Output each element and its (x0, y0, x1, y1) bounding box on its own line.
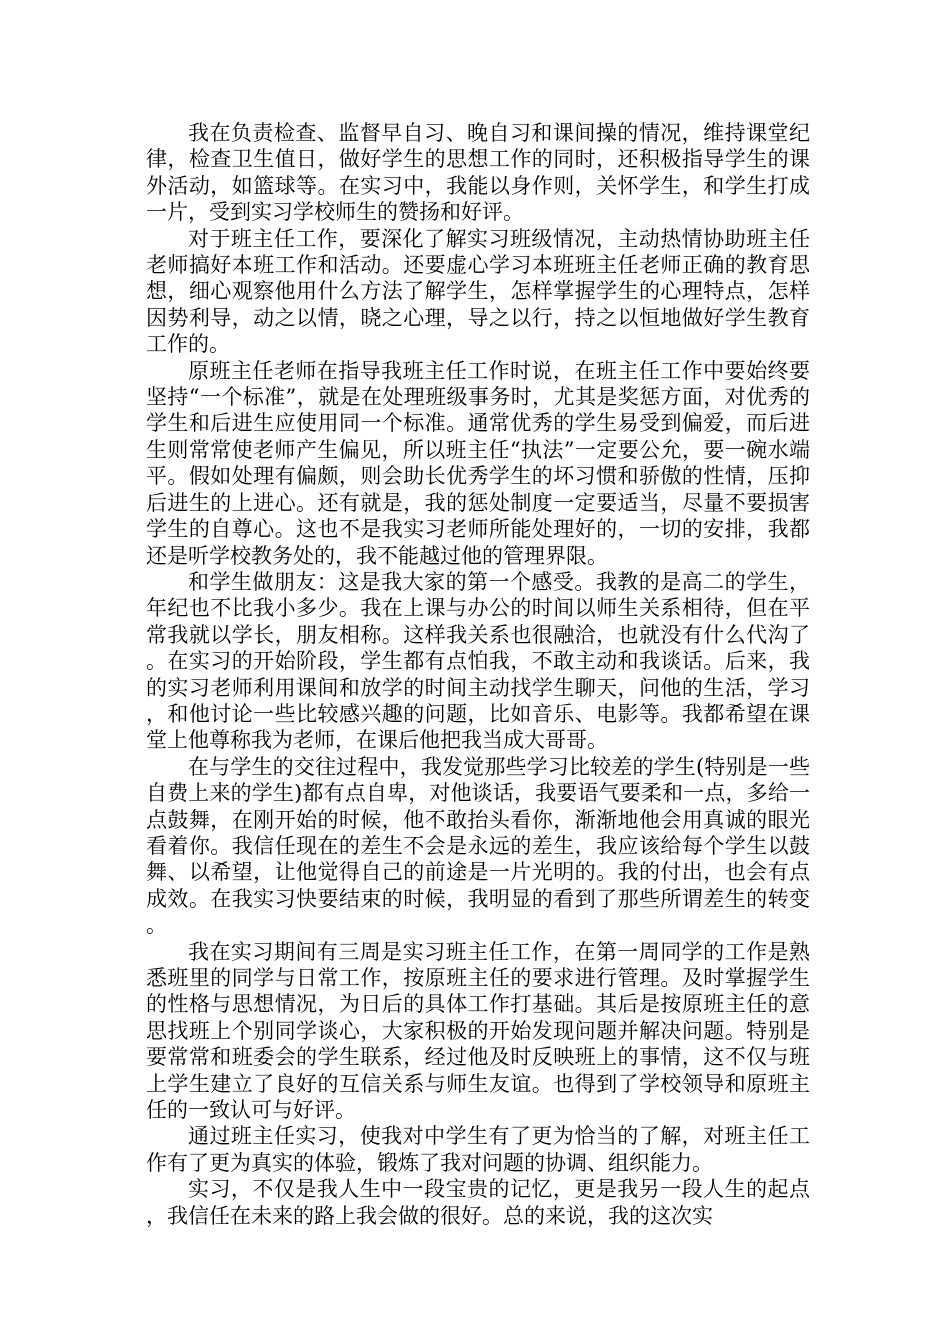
paragraph-1: 我在负责检查、监督早自习、晚自习和课间操的情况，维持课堂纪律，检查卫生值日，做好学生的思想工作的同时，还积极指导学生的课外活动，如篮球等。在实习中，我能以身作则，关怀学生，和学生打成一片，受到实习学校师生的赞扬和好评。 (146, 121, 810, 225)
paragraph-8: 实习，不仅是我人生中一段宝贵的记忆，更是我另一段人生的起点，我信任在未来的路上我会做的很好。总的来说，我的这次实 (146, 1177, 810, 1228)
paragraph-4: 和学生做朋友：这是我大家的第一个感受。我教的是高二的学生，年纪也不比我小多少。我在上课与办公的时间以师生关系相待，但在平常我就以学长，朋友相称。这样我关系也很融洽，也就没有什么代沟了。在实习的开始阶段，学生都有点怕我，不敢主动和我谈话。后来，我的实习老师利用课间和放学的时间主动找学生聊天，问他的生活，学习，和他讨论一些比较感兴趣的问题，比如音乐、电影等。我都希望在课堂上他尊称我为老师，在课后他把我当成大哥哥。 (146, 569, 810, 753)
paragraph-6: 我在实习期间有三周是实习班主任工作，在第一周同学的工作是熟悉班里的同学与日常工作，按原班主任的要求进行管理。及时掌握学生的性格与思想情况，为日后的具体工作打基础。其后是按原班主任的意思找班上个别同学谈心，大家积极的开始发现问题并解决问题。特别是要常常和班委会的学生联系，经过他及时反映班上的事情，这不仅与班上学生建立了良好的互信关系与师生友谊。也得到了学校领导和原班主任的一致认可与好评。 (146, 939, 810, 1123)
paragraph-7: 通过班主任实习，使我对中学生有了更为恰当的了解，对班主任工作有了更为真实的体验，锻炼了我对问题的协调、组织能力。 (146, 1124, 810, 1175)
paragraph-2: 对于班主任工作，要深化了解实习班级情况，主动热情协助班主任老师搞好本班工作和活动。还要虚心学习本班班主任老师正确的教育思想，细心观察他用什么方法了解学生，怎样掌握学生的心理特点，怎样因势利导，动之以情，晓之心理，导之以行，持之以恒地做好学生教育工作的。 (146, 226, 810, 357)
paragraph-5: 在与学生的交往过程中，我发觉那些学习比较差的学生(特别是一些自费上来的学生)都有点自卑，对他谈话，我要语气要柔和一点，多给一点鼓舞，在刚开始的时候，他不敢抬头看你，渐渐地他会用真诚的眼光看着你。我信任现在的差生不会是永远的差生，我应该给每个学生以鼓舞、以希望，让他觉得自己的前途是一片光明的。我的付出，也会有点成效。在我实习快要结束的时候，我明显的看到了那些所谓差生的转变。 (146, 754, 810, 938)
paragraph-3: 原班主任老师在指导我班主任工作时说，在班主任工作中要始终要坚持“一个标准”，就是在处理班级事务时，尤其是奖惩方面，对优秀的学生和后进生应使用同一个标准。通常优秀的学生易受到偏爱，而后进生则常常使老师产生偏见，所以班主任“执法”一定要公允，要一碗水端平。假如处理有偏颇，则会助长优秀学生的坏习惯和骄傲的性情，压抑后进生的上进心。还有就是，我的惩处制度一定要适当，尽量不要损害学生的自尊心。这也不是我实习老师所能处理好的，一切的安排，我都还是听学校教务处的，我不能越过他的管理界限。 (146, 358, 810, 568)
document-body (146, 120, 810, 1229)
